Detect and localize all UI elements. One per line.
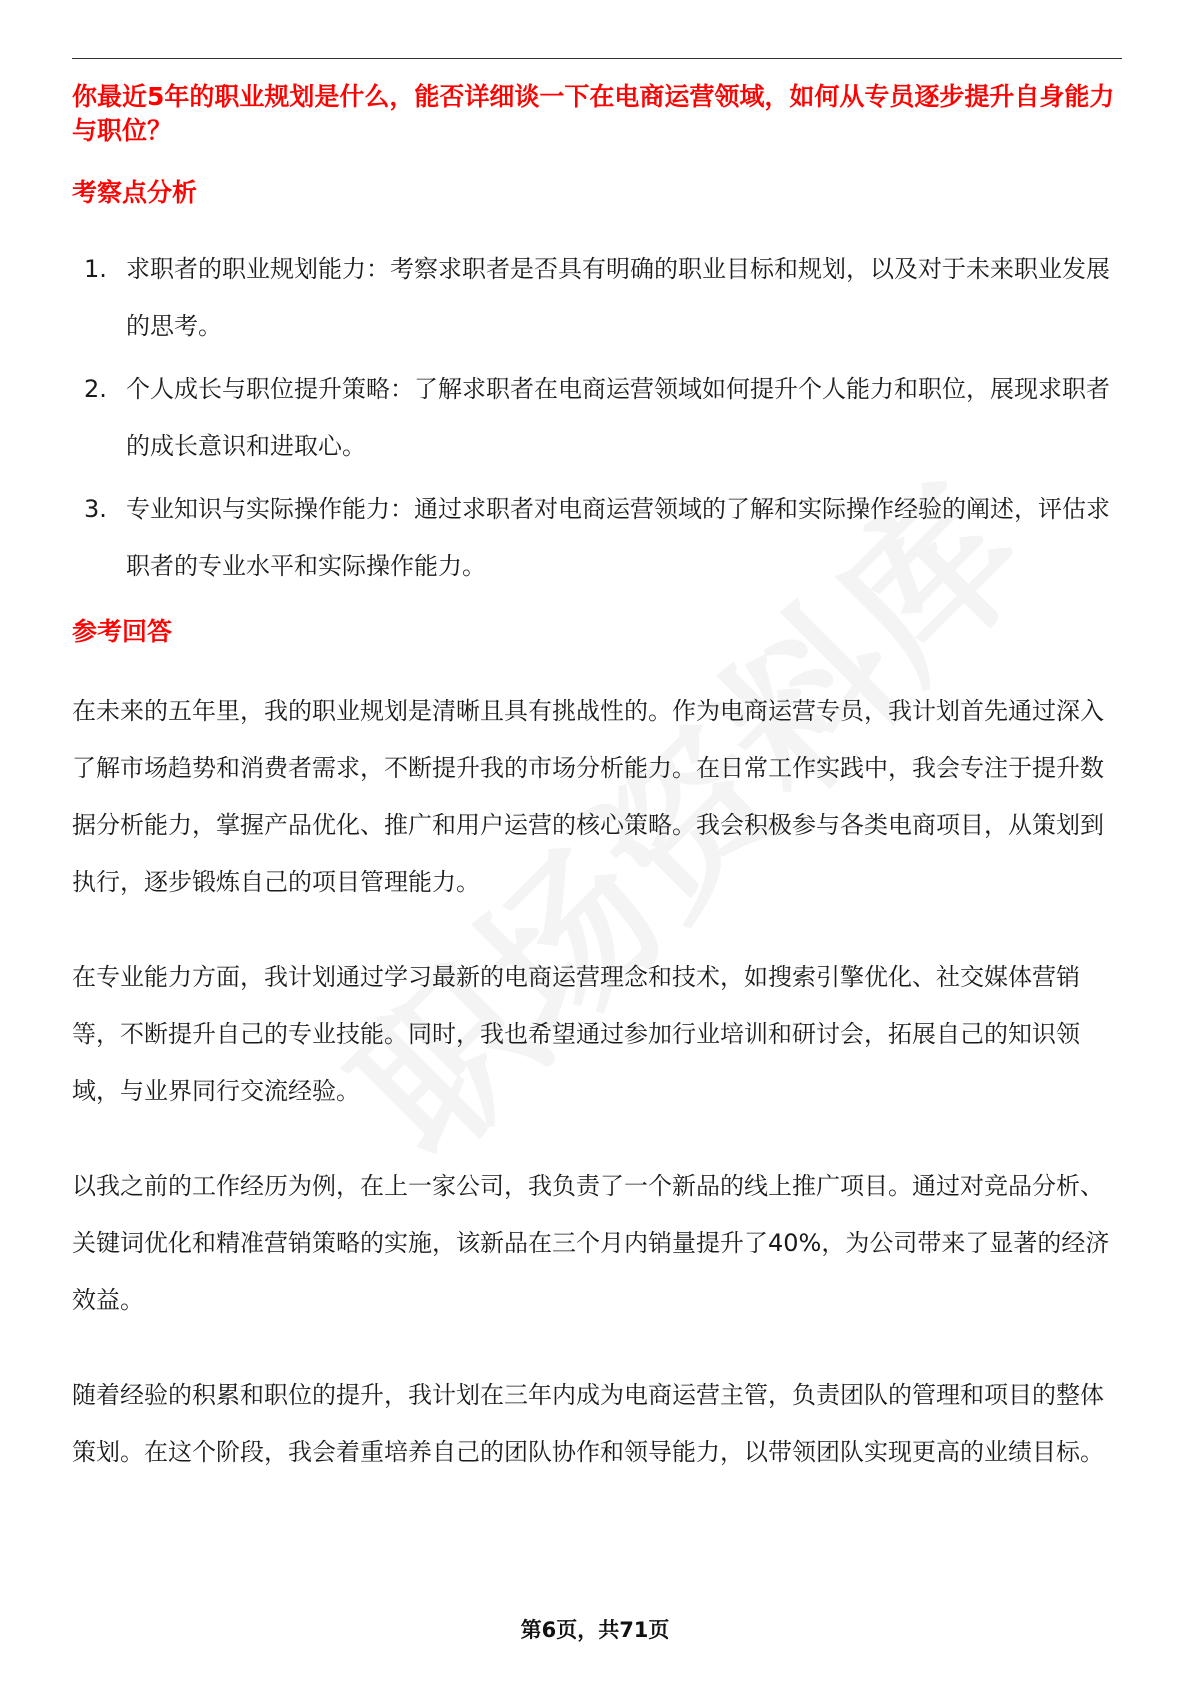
top-rule <box>72 58 1122 59</box>
analysis-item-text: 个人成长与职位提升策略：了解求职者在电商运营领域如何提升个人能力和职位，展现求职者的成长意识和进取心。 <box>126 375 1110 460</box>
answer-heading: 参考回答 <box>72 617 173 646</box>
analysis-item-text: 专业知识与实际操作能力：通过求职者对电商运营领域的了解和实际操作经验的阐述，评估求职者的专业水平和实际操作能力。 <box>126 495 1110 580</box>
analysis-item-number: 2. <box>84 375 107 403</box>
answer-paragraph: 在未来的五年里，我的职业规划是清晰且具有挑战性的。作为电商运营专员，我计划首先通过深入了解市场趋势和消费者需求，不断提升我的市场分析能力。在日常工作实践中，我会专注于提升数据分析能力，掌握产品优化、推广和用户运营的核心策略。我会积极参与各类电商项目，从策划到执行，逐步锻炼自己的项目管理能力。 <box>72 697 1104 896</box>
analysis-heading: 考察点分析 <box>72 178 198 207</box>
question-title: 你最近5年的职业规划是什么，能否详细谈一下在电商运营领域，如何从专员逐步提升自身能力与职位？ <box>72 82 1115 145</box>
analysis-item-number: 3. <box>84 495 107 523</box>
analysis-item <box>72 361 1122 475</box>
answer-paragraph: 在专业能力方面，我计划通过学习最新的电商运营理念和技术，如搜索引擎优化、社交媒体营销等，不断提升自己的专业技能。同时，我也希望通过参加行业培训和研讨会，拓展自己的知识领域，与业界同行交流经验。 <box>72 963 1080 1105</box>
answer-paragraph: 以我之前的工作经历为例，在上一家公司，我负责了一个新品的线上推广项目。通过对竞品分析、关键词优化和精准营销策略的实施，该新品在三个月内销量提升了40%，为公司带来了显著的经济效益。 <box>72 1172 1110 1314</box>
analysis-list <box>72 241 1122 601</box>
answer-body <box>72 683 1122 1519</box>
analysis-item <box>72 241 1122 355</box>
analysis-item <box>72 481 1122 595</box>
analysis-item-text: 求职者的职业规划能力：考察求职者是否具有明确的职业目标和规划，以及对于未来职业发展的思考。 <box>126 255 1110 340</box>
page-number-footer: 第6页，共71页 <box>520 1618 670 1642</box>
analysis-item-number: 1. <box>84 255 107 283</box>
answer-paragraph: 随着经验的积累和职位的提升，我计划在三年内成为电商运营主管，负责团队的管理和项目的整体策划。在这个阶段，我会着重培养自己的团队协作和领导能力，以带领团队实现更高的业绩目标。 <box>72 1381 1104 1466</box>
